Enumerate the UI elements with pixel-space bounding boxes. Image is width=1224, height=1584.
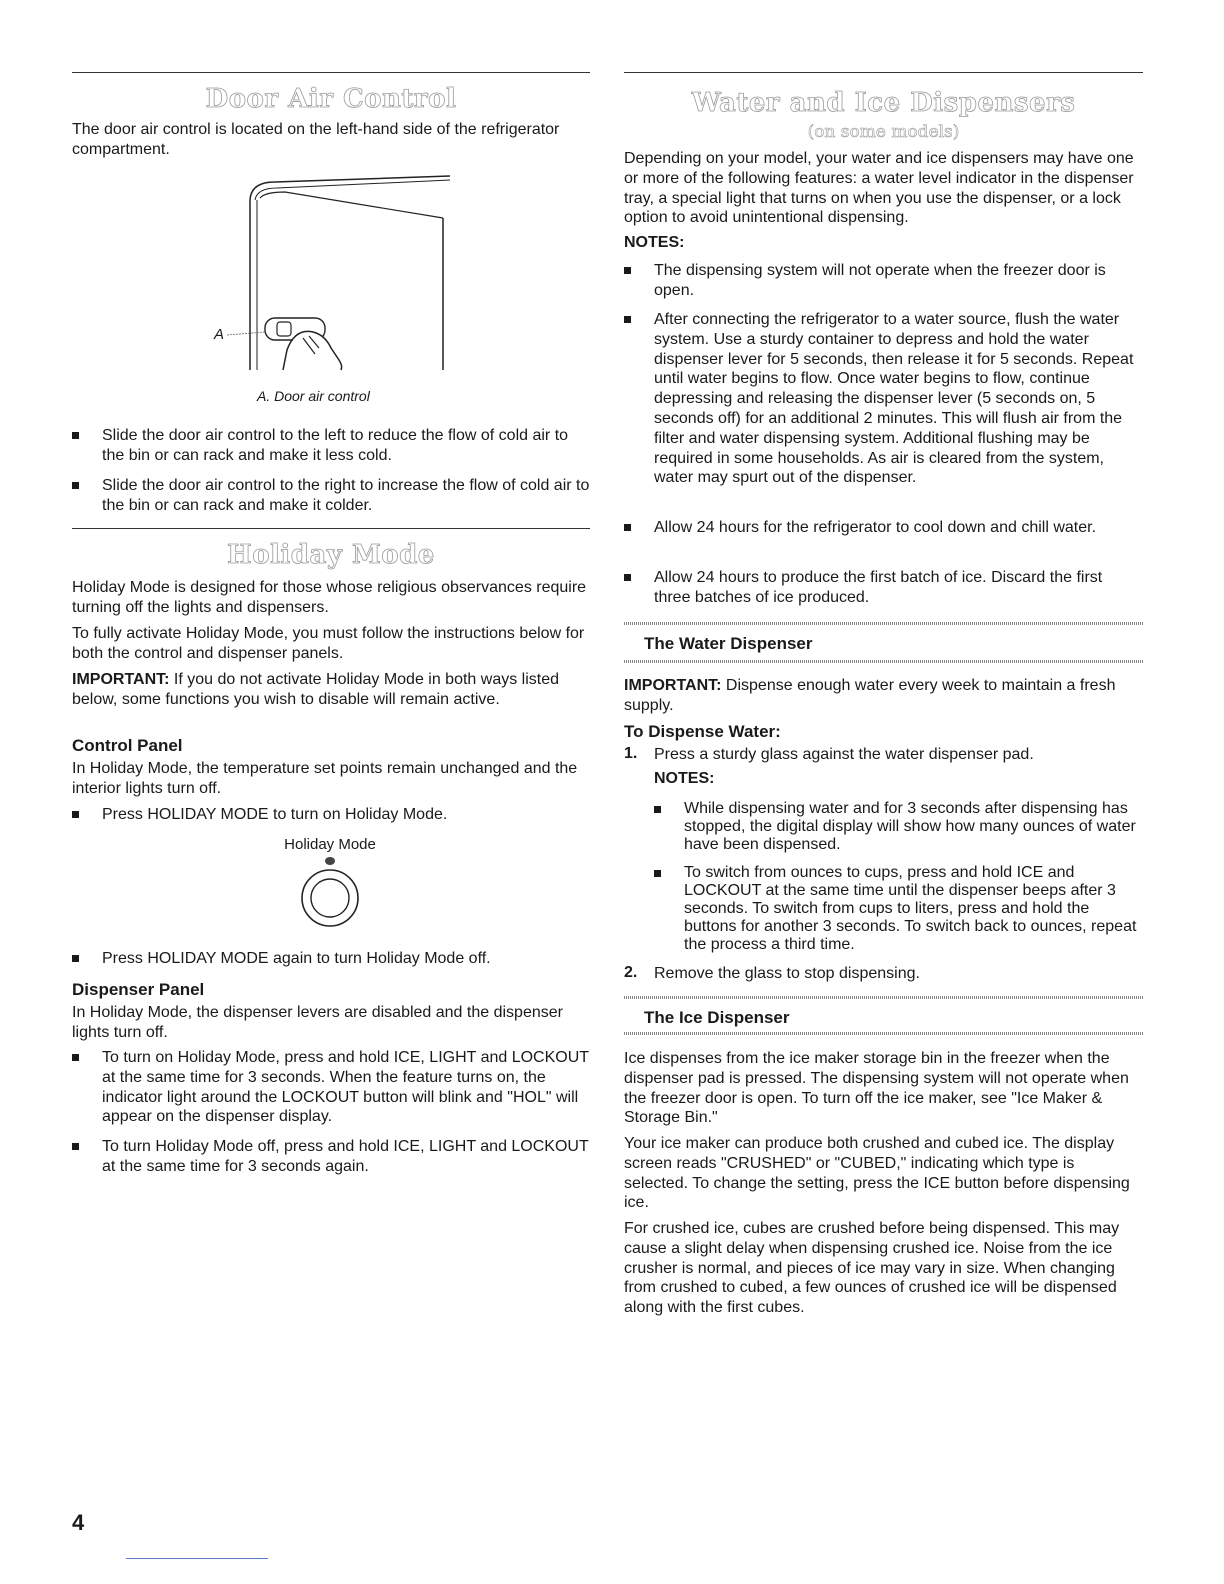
bullet-icon [72,1143,79,1150]
list-item: The dispensing system will not operate when the freezer door is open. [624,261,1142,303]
step-number: 1. [624,745,638,762]
water-important: IMPORTANT: Dispense enough water every week to maintain a fresh supply. [624,677,1116,714]
list-item: Press HOLIDAY MODE to turn on Holiday Mode. [72,805,590,825]
bullet-icon [654,806,661,813]
control-panel-text: In Holiday Mode, the temperature set points remain unchanged and the interior lights turn off. [72,760,578,797]
holiday-mode-title: Holiday Mode [227,540,435,570]
footer-line [126,1558,268,1559]
dotted-rule [624,622,1143,625]
water-dispenser-heading: The Water Dispenser [644,634,813,653]
list-item: After connecting the refrigerator to a water source, flush the water system. Use a sturdy container to depress and hold the water dispenser lever for 5 seconds, then release it for 5 seconds. Repeat until water begins to flow. Once water begins to flow, continue depressing and releasing the dispenser lever (5 seconds on, 5 seconds off) for an additional 2 minutes. This will flush air from the filter and water dispensing system. Additional flushing may be required in some households. As air is cleared from the system, water may spurt out of the dispenser. [624,310,1142,510]
holiday-p2: To fully activate Holiday Mode, you must follow the instructions below for both the control and dispenser panels. [72,625,585,662]
control-panel-heading: Control Panel [72,736,183,755]
holiday-mode-button-label: Holiday Mode [284,836,376,853]
list-item: To turn on Holiday Mode, press and hold ICE, LIGHT and LOCKOUT at the same time for 3 seconds. When the feature turns on, the indicator light around the LOCKOUT button will blink and "HOL" will appear on the dispenser display. [72,1048,590,1130]
bullet-icon [624,316,631,323]
step-number: 2. [624,964,638,981]
list-item: Press HOLIDAY MODE again to turn Holiday Mode off. [72,949,590,969]
list-item: Allow 24 hours for the refrigerator to cool down and chill water. [624,518,1142,560]
bullet-icon [72,432,79,439]
notes-label: NOTES: [624,234,685,251]
ice-p1: Ice dispenses from the ice maker storage bin in the freezer when the dispenser pad is pressed. The dispensing system will not operate when the freezer door is open. To turn off the ice maker, see "Ice Maker & Storage Bin." [624,1050,1129,1127]
to-dispense-water-heading: To Dispense Water: [624,722,781,741]
holiday-p1: Holiday Mode is designed for those whose religious observances require turning off the lights and dispensers. [72,579,587,616]
door-air-caption: A. Door air control [257,388,370,404]
ice-p3: For crushed ice, cubes are crushed before being dispensed. This may cause a slight delay when dispensing crushed ice. Noise from the ice crusher is normal, and pieces of ice may vary in size. When changing from crushed to cubed, a few ounces of crushed ice will be dispensed along with the first cubes. [624,1220,1120,1317]
water-ice-intro: Depending on your model, your water and ice dispensers may have one or more of the following features: a water level indicator in the dispenser tray, a special light that turns on when you use the dispenser, or a lock option to avoid unintentional dispensing. [624,150,1134,227]
ice-p2: Your ice maker can produce both crushed and cubed ice. The display screen reads "CRUSHED" or "CUBED," indicating which type is selected. To change the setting, press the ICE button before dispensing ice. [624,1135,1130,1212]
section-rule [72,528,590,529]
dispenser-panel-heading: Dispenser Panel [72,980,205,999]
holiday-mode-button-figure [260,836,400,936]
bullet-icon [72,811,79,818]
dotted-rule [624,1032,1143,1035]
door-air-intro: The door air control is located on the left-hand side of the refrigerator compartment. [72,121,560,158]
water-ice-subtitle: (on some models) [807,122,960,142]
bullet-icon [72,955,79,962]
top-rule-left [72,72,590,73]
bullet-icon [72,482,79,489]
bullet-icon [654,870,661,877]
bullet-icon [624,524,631,531]
list-item: Slide the door air control to the right to increase the flow of cold air to the bin or can rack and make it colder. [72,476,590,518]
bullet-icon [624,574,631,581]
water-ice-title: Water and Ice Dispensers [691,88,1076,118]
dotted-rule [624,660,1143,663]
top-rule-right [624,72,1143,73]
step-2-text: Remove the glass to stop dispensing. [654,965,920,982]
figure-label-a: A [214,326,225,343]
ice-dispenser-heading: The Ice Dispenser [644,1008,790,1027]
dotted-rule [624,996,1143,999]
page-number: 4 [72,1510,85,1535]
step-notes-label: NOTES: [654,770,715,787]
list-item: To switch from ounces to cups, press and hold ICE and LOCKOUT at the same time until the dispenser beeps after 3 seconds. To switch from cups to liters, press and hold the buttons for another 3 seconds. To switch back to ounces, repeat the process a third time. [654,864,1142,956]
holiday-important: IMPORTANT: If you do not activate Holiday Mode in both ways listed below, some functions you wish to disable will remain active. [72,671,560,708]
list-item: To turn Holiday Mode off, press and hold ICE, LIGHT and LOCKOUT at the same time for 3 seconds again. [72,1137,590,1179]
list-item: Slide the door air control to the left to reduce the flow of cold air to the bin or can rack and make it less cold. [72,426,590,468]
bullet-icon [72,1054,79,1061]
step-1-text: Press a sturdy glass against the water dispenser pad. [654,746,1034,763]
bullet-icon [624,267,631,274]
dispenser-panel-text: In Holiday Mode, the dispenser levers are disabled and the dispenser lights turn off. [72,1004,563,1041]
door-air-figure [205,170,455,380]
door-air-control-title: Door Air Control [205,84,457,114]
list-item: Allow 24 hours to produce the first batch of ice. Discard the first three batches of ice produced. [624,568,1142,610]
list-item: While dispensing water and for 3 seconds after dispensing has stopped, the digital display will show how many ounces of water have been dispensed. [654,800,1142,862]
